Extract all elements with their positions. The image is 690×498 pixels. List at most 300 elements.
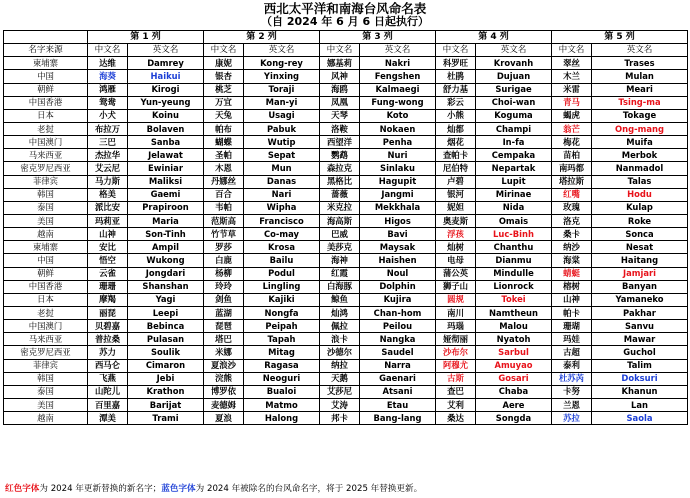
origin-cell: 老挝 <box>4 306 88 319</box>
chinese-name-cell: 西望洋 <box>320 136 360 149</box>
table-row <box>4 175 688 188</box>
chinese-name-cell: 山神 <box>88 228 128 241</box>
chinese-name-cell: 灿都 <box>436 122 476 135</box>
cn-header: 中文名 <box>320 44 360 57</box>
english-name-cell: Bebinca <box>128 320 204 333</box>
english-name-cell: Halong <box>244 412 320 425</box>
english-name-cell: Nyatoh <box>476 333 552 346</box>
english-name-cell: Ampil <box>128 241 204 254</box>
origin-cell: 中国澳门 <box>4 136 88 149</box>
en-header: 英文名 <box>128 44 204 57</box>
chinese-name-cell: 百里嘉 <box>88 398 128 411</box>
origin-cell: 中国香港 <box>4 280 88 293</box>
english-name-cell: Nida <box>476 201 552 214</box>
chinese-name-cell: 圆规 <box>436 293 476 306</box>
chinese-name-cell: 黑格比 <box>320 175 360 188</box>
english-name-cell: Jamjari <box>592 267 688 280</box>
english-name-cell: Jangmi <box>360 188 436 201</box>
english-name-cell: Aere <box>476 398 552 411</box>
english-name-cell: Bolaven <box>128 122 204 135</box>
chinese-name-cell: 桑达 <box>436 412 476 425</box>
chinese-name-cell: 杜苏芮 <box>552 372 592 385</box>
chinese-name-cell: 风神 <box>320 70 360 83</box>
english-name-cell: Pakhar <box>592 306 688 319</box>
english-name-cell: Hagupit <box>360 175 436 188</box>
origin-cell: 密克罗尼西亚 <box>4 346 88 359</box>
english-name-cell: Sanvu <box>592 320 688 333</box>
chinese-name-cell: 山陀儿 <box>88 385 128 398</box>
english-name-cell: Sepat <box>244 149 320 162</box>
chinese-name-cell: 纳沙 <box>552 241 592 254</box>
footnote-red-label: 红色字体 <box>5 484 40 494</box>
english-name-cell: Lan <box>592 398 688 411</box>
origin-cell: 越南 <box>4 228 88 241</box>
chinese-name-cell: 米克拉 <box>320 201 360 214</box>
en-header: 英文名 <box>592 44 688 57</box>
english-name-cell: Koguma <box>476 109 552 122</box>
english-name-cell: Tokage <box>592 109 688 122</box>
chinese-name-cell: 罗莎 <box>204 241 244 254</box>
origin-cell: 中国香港 <box>4 96 88 109</box>
chinese-name-cell: 洛克 <box>552 214 592 227</box>
chinese-name-cell: 海鸥 <box>320 83 360 96</box>
chinese-name-cell: 凤凰 <box>320 96 360 109</box>
english-name-cell: Yamaneko <box>592 293 688 306</box>
chinese-name-cell: 珊珊 <box>88 280 128 293</box>
table-row <box>4 57 688 70</box>
chinese-name-cell: 小熊 <box>436 109 476 122</box>
chinese-name-cell: 蒲公英 <box>436 267 476 280</box>
english-name-cell: Muifa <box>592 136 688 149</box>
chinese-name-cell: 蔷薇 <box>320 188 360 201</box>
typhoon-name-table <box>3 30 688 425</box>
table-row <box>4 254 688 267</box>
english-name-cell: Chanthu <box>476 241 552 254</box>
chinese-name-cell: 丽琵 <box>88 306 128 319</box>
chinese-name-cell: 桃芝 <box>204 83 244 96</box>
english-name-cell: Bavi <box>360 228 436 241</box>
english-name-cell: Nanmadol <box>592 162 688 175</box>
chinese-name-cell: 沙德尔 <box>320 346 360 359</box>
table-row <box>4 70 688 83</box>
table-row <box>4 136 688 149</box>
chinese-name-cell: 烟花 <box>436 136 476 149</box>
chinese-name-cell: 海葵 <box>88 70 128 83</box>
english-name-cell: Francisco <box>244 214 320 227</box>
english-name-cell: Lingling <box>244 280 320 293</box>
english-name-cell: Saudel <box>360 346 436 359</box>
chinese-name-cell: 古斯 <box>436 372 476 385</box>
chinese-name-cell: 琵琶 <box>204 320 244 333</box>
list-header-3: 第 3 列 <box>320 31 436 44</box>
origin-cell: 日本 <box>4 109 88 122</box>
chinese-name-cell: 美莎克 <box>320 241 360 254</box>
english-name-cell: Kulap <box>592 201 688 214</box>
english-name-cell: Wutip <box>244 136 320 149</box>
origin-cell: 中国澳门 <box>4 320 88 333</box>
english-name-cell: Lupit <box>476 175 552 188</box>
chinese-name-cell: 南玛都 <box>552 162 592 175</box>
footnote-text-2: 为 2024 年被除名的台风命名字，将于 2025 年替换更新。 <box>195 484 423 494</box>
english-name-cell: Bailu <box>244 254 320 267</box>
table-row <box>4 214 688 227</box>
table-row <box>4 398 688 411</box>
chinese-name-cell: 米娜 <box>204 346 244 359</box>
chinese-name-cell: 珊瑚 <box>552 320 592 333</box>
english-name-cell: Jongdari <box>128 267 204 280</box>
chinese-name-cell: 格美 <box>88 188 128 201</box>
english-name-cell: Ewiniar <box>128 162 204 175</box>
english-name-cell: Co-may <box>244 228 320 241</box>
english-name-cell: Dujuan <box>476 70 552 83</box>
table-row <box>4 122 688 135</box>
chinese-name-cell: 狮子山 <box>436 280 476 293</box>
origin-cell: 朝鲜 <box>4 267 88 280</box>
chinese-name-cell: 云雀 <box>88 267 128 280</box>
chinese-name-cell: 三巴 <box>88 136 128 149</box>
english-name-cell: Son-Tinh <box>128 228 204 241</box>
chinese-name-cell: 银河 <box>436 188 476 201</box>
chinese-name-cell: 青马 <box>552 96 592 109</box>
table-row <box>4 109 688 122</box>
english-name-cell: Sinlaku <box>360 162 436 175</box>
english-name-cell: Meari <box>592 83 688 96</box>
english-name-cell: Fung-wong <box>360 96 436 109</box>
english-name-cell: Tsing-ma <box>592 96 688 109</box>
chinese-name-cell: 西马仑 <box>88 359 128 372</box>
chinese-name-cell: 红嘴 <box>552 188 592 201</box>
english-name-cell: Gosari <box>476 372 552 385</box>
chinese-name-cell: 天兔 <box>204 109 244 122</box>
origin-cell: 中国 <box>4 254 88 267</box>
chinese-name-cell: 娅彻丽 <box>436 333 476 346</box>
english-name-cell: Nepartak <box>476 162 552 175</box>
chinese-name-cell: 洛鞍 <box>320 122 360 135</box>
chinese-name-cell: 丹娜丝 <box>204 175 244 188</box>
chinese-name-cell: 韦帕 <box>204 201 244 214</box>
english-name-cell: Namtheun <box>476 306 552 319</box>
chinese-name-cell: 泰利 <box>552 359 592 372</box>
english-name-cell: Surigae <box>476 83 552 96</box>
chinese-name-cell: 南川 <box>436 306 476 319</box>
chinese-name-cell: 纳拉 <box>320 359 360 372</box>
chinese-name-cell: 查帕卡 <box>436 149 476 162</box>
english-name-cell: Nari <box>244 188 320 201</box>
list-header-4: 第 4 列 <box>436 31 552 44</box>
chinese-name-cell: 银杏 <box>204 70 244 83</box>
chinese-name-cell: 艾云尼 <box>88 162 128 175</box>
cn-header: 中文名 <box>552 44 592 57</box>
chinese-name-cell: 灿鸿 <box>320 306 360 319</box>
chinese-name-cell: 鹦鹉 <box>320 149 360 162</box>
chinese-name-cell: 鸳鸯 <box>88 96 128 109</box>
english-name-cell: Krosa <box>244 241 320 254</box>
chinese-name-cell: 苏拉 <box>552 412 592 425</box>
corner-cell <box>4 31 88 44</box>
english-name-cell: Damrey <box>128 57 204 70</box>
table-row <box>4 188 688 201</box>
table-row <box>4 306 688 319</box>
footnote-blue-label: 蓝色字体 <box>161 484 196 494</box>
origin-header: 名字来源 <box>4 44 88 57</box>
chinese-name-cell: 彩云 <box>436 96 476 109</box>
table-row <box>4 241 688 254</box>
origin-cell: 密克罗尼西亚 <box>4 162 88 175</box>
english-name-cell: Mawar <box>592 333 688 346</box>
list-header-2: 第 2 列 <box>204 31 320 44</box>
english-name-cell: Yun-yeung <box>128 96 204 109</box>
english-name-cell: Man-yi <box>244 96 320 109</box>
english-name-cell: Koto <box>360 109 436 122</box>
origin-cell: 马来西亚 <box>4 149 88 162</box>
english-name-cell: Mitag <box>244 346 320 359</box>
chinese-name-cell: 夏浪 <box>204 412 244 425</box>
chinese-name-cell: 海棠 <box>552 254 592 267</box>
chinese-name-cell: 马力斯 <box>88 175 128 188</box>
cn-header: 中文名 <box>88 44 128 57</box>
chinese-name-cell: 木兰 <box>552 70 592 83</box>
chinese-name-cell: 天琴 <box>320 109 360 122</box>
list-header-1: 第 1 列 <box>88 31 204 44</box>
en-header: 英文名 <box>360 44 436 57</box>
chinese-name-cell: 电母 <box>436 254 476 267</box>
english-name-cell: Maria <box>128 214 204 227</box>
chinese-name-cell: 安比 <box>88 241 128 254</box>
chinese-name-cell: 兰恩 <box>552 398 592 411</box>
english-name-cell: Etau <box>360 398 436 411</box>
chinese-name-cell: 巴威 <box>320 228 360 241</box>
english-name-cell: Chan-hom <box>360 306 436 319</box>
english-name-cell: Yinxing <box>244 70 320 83</box>
table-row <box>4 96 688 109</box>
chinese-name-cell: 翠丝 <box>552 57 592 70</box>
chinese-name-cell: 苏力 <box>88 346 128 359</box>
chinese-name-cell: 森拉克 <box>320 162 360 175</box>
origin-cell: 马来西亚 <box>4 333 88 346</box>
origin-cell: 菲律宾 <box>4 359 88 372</box>
chinese-name-cell: 蓝湖 <box>204 306 244 319</box>
chinese-name-cell: 科罗旺 <box>436 57 476 70</box>
english-name-cell: Banyan <box>592 280 688 293</box>
english-name-cell: Mulan <box>592 70 688 83</box>
table-body <box>4 57 688 425</box>
chinese-name-cell: 灿树 <box>436 241 476 254</box>
english-name-cell: Narra <box>360 359 436 372</box>
chinese-name-cell: 贝碧嘉 <box>88 320 128 333</box>
english-name-cell: Kirogi <box>128 83 204 96</box>
english-name-cell: Khanun <box>592 385 688 398</box>
chinese-name-cell: 万宜 <box>204 96 244 109</box>
english-name-cell: Kajiki <box>244 293 320 306</box>
table-row <box>4 372 688 385</box>
english-name-cell: Penha <box>360 136 436 149</box>
chinese-name-cell: 鲸鱼 <box>320 293 360 306</box>
english-name-cell: Neoguri <box>244 372 320 385</box>
english-name-cell: Podul <box>244 267 320 280</box>
chinese-name-cell: 博罗依 <box>204 385 244 398</box>
english-name-cell: Sanba <box>128 136 204 149</box>
english-name-cell: Nangka <box>360 333 436 346</box>
english-name-cell: Nakri <box>360 57 436 70</box>
english-name-cell: Wukong <box>128 254 204 267</box>
chinese-name-cell: 佩拉 <box>320 320 360 333</box>
english-name-cell: Chaba <box>476 385 552 398</box>
english-name-cell: Maysak <box>360 241 436 254</box>
english-name-cell: Trami <box>128 412 204 425</box>
chinese-name-cell: 古超 <box>552 346 592 359</box>
origin-cell: 中国 <box>4 70 88 83</box>
origin-cell: 韩国 <box>4 188 88 201</box>
chinese-name-cell: 山神 <box>552 293 592 306</box>
english-name-cell: Merbok <box>592 149 688 162</box>
chinese-name-cell: 海高斯 <box>320 214 360 227</box>
english-name-cell: Peilou <box>360 320 436 333</box>
chinese-name-cell: 康妮 <box>204 57 244 70</box>
column-header-row <box>4 44 688 57</box>
english-name-cell: Haishen <box>360 254 436 267</box>
chinese-name-cell: 米雷 <box>552 83 592 96</box>
english-name-cell: Koinu <box>128 109 204 122</box>
origin-cell: 越南 <box>4 412 88 425</box>
english-name-cell: Saola <box>592 412 688 425</box>
chinese-name-cell: 阿穆尤 <box>436 359 476 372</box>
english-name-cell: Nokaen <box>360 122 436 135</box>
table-row <box>4 267 688 280</box>
english-name-cell: Nongfa <box>244 306 320 319</box>
english-name-cell: Sonca <box>592 228 688 241</box>
english-name-cell: Dianmu <box>476 254 552 267</box>
english-name-cell: Talim <box>592 359 688 372</box>
chinese-name-cell: 白鹿 <box>204 254 244 267</box>
chinese-name-cell: 舒力基 <box>436 83 476 96</box>
chinese-name-cell: 沙布尔 <box>436 346 476 359</box>
chinese-name-cell: 蝎虎 <box>552 109 592 122</box>
chinese-name-cell: 木恩 <box>204 162 244 175</box>
chinese-name-cell: 帕卡 <box>552 306 592 319</box>
chinese-name-cell: 梅花 <box>552 136 592 149</box>
english-name-cell: Malou <box>476 320 552 333</box>
chinese-name-cell: 艾涛 <box>320 398 360 411</box>
table-row <box>4 280 688 293</box>
chinese-name-cell: 竹节草 <box>204 228 244 241</box>
origin-cell: 韩国 <box>4 372 88 385</box>
footnote <box>5 483 422 495</box>
chinese-name-cell: 苗柏 <box>552 149 592 162</box>
chinese-name-cell: 浣熊 <box>204 372 244 385</box>
cn-header: 中文名 <box>204 44 244 57</box>
english-name-cell: Sarbul <box>476 346 552 359</box>
english-name-cell: Bualoi <box>244 385 320 398</box>
chinese-name-cell: 圣帕 <box>204 149 244 162</box>
english-name-cell: Shanshan <box>128 280 204 293</box>
cn-header: 中文名 <box>436 44 476 57</box>
table-row <box>4 320 688 333</box>
english-name-cell: Songda <box>476 412 552 425</box>
english-name-cell: Gaenari <box>360 372 436 385</box>
english-name-cell: Prapiroon <box>128 201 204 214</box>
origin-cell: 泰国 <box>4 385 88 398</box>
origin-cell: 柬埔寨 <box>4 241 88 254</box>
english-name-cell: Danas <box>244 175 320 188</box>
chinese-name-cell: 玲玲 <box>204 280 244 293</box>
chinese-name-cell: 桑卡 <box>552 228 592 241</box>
chinese-name-cell: 玛瑙 <box>436 320 476 333</box>
chinese-name-cell: 翁芒 <box>552 122 592 135</box>
english-name-cell: Pulasan <box>128 333 204 346</box>
chinese-name-cell: 红霞 <box>320 267 360 280</box>
english-name-cell: Jelawat <box>128 149 204 162</box>
english-name-cell: Barijat <box>128 398 204 411</box>
english-name-cell: Choi-wan <box>476 96 552 109</box>
english-name-cell: Champi <box>476 122 552 135</box>
english-name-cell: Bang-lang <box>360 412 436 425</box>
chinese-name-cell: 蝴蝶 <box>204 136 244 149</box>
chinese-name-cell: 尼伯特 <box>436 162 476 175</box>
chinese-name-cell: 蜻蜓 <box>552 267 592 280</box>
chinese-name-cell: 玛娃 <box>552 333 592 346</box>
chinese-name-cell: 剑鱼 <box>204 293 244 306</box>
english-name-cell: Mindulle <box>476 267 552 280</box>
english-name-cell: Roke <box>592 214 688 227</box>
english-name-cell: Omais <box>476 214 552 227</box>
chinese-name-cell: 天鹅 <box>320 372 360 385</box>
table-row <box>4 149 688 162</box>
chinese-name-cell: 塔巴 <box>204 333 244 346</box>
table-row <box>4 201 688 214</box>
english-name-cell: Haikui <box>128 70 204 83</box>
en-header: 英文名 <box>244 44 320 57</box>
chinese-name-cell: 麦德姆 <box>204 398 244 411</box>
origin-cell: 泰国 <box>4 201 88 214</box>
chinese-name-cell: 娜基莉 <box>320 57 360 70</box>
table-row <box>4 333 688 346</box>
english-name-cell: Matmo <box>244 398 320 411</box>
english-name-cell: Guchol <box>592 346 688 359</box>
table-row <box>4 385 688 398</box>
chinese-name-cell: 小犬 <box>88 109 128 122</box>
english-name-cell: Toraji <box>244 83 320 96</box>
english-name-cell: Wipha <box>244 201 320 214</box>
english-name-cell: Yagi <box>128 293 204 306</box>
chinese-name-cell: 查巴 <box>436 385 476 398</box>
chinese-name-cell: 白海豚 <box>320 280 360 293</box>
chinese-name-cell: 派比安 <box>88 201 128 214</box>
english-name-cell: Fengshen <box>360 70 436 83</box>
english-name-cell: Higos <box>360 214 436 227</box>
table-row <box>4 293 688 306</box>
chinese-name-cell: 浪卡 <box>320 333 360 346</box>
chinese-name-cell: 榕树 <box>552 280 592 293</box>
origin-cell: 美国 <box>4 398 88 411</box>
english-name-cell: Cempaka <box>476 149 552 162</box>
chinese-name-cell: 布拉万 <box>88 122 128 135</box>
chinese-name-cell: 玛莉亚 <box>88 214 128 227</box>
table-row <box>4 162 688 175</box>
english-name-cell: Dolphin <box>360 280 436 293</box>
english-name-cell: Haitang <box>592 254 688 267</box>
chinese-name-cell: 鸿雁 <box>88 83 128 96</box>
english-name-cell: Tapah <box>244 333 320 346</box>
english-name-cell: Pabuk <box>244 122 320 135</box>
english-name-cell: Lionrock <box>476 280 552 293</box>
origin-cell: 朝鲜 <box>4 83 88 96</box>
chinese-name-cell: 海神 <box>320 254 360 267</box>
english-name-cell: Gaemi <box>128 188 204 201</box>
english-name-cell: Talas <box>592 175 688 188</box>
english-name-cell: Soulik <box>128 346 204 359</box>
chinese-name-cell: 塔拉斯 <box>552 175 592 188</box>
chinese-name-cell: 奥麦斯 <box>436 214 476 227</box>
